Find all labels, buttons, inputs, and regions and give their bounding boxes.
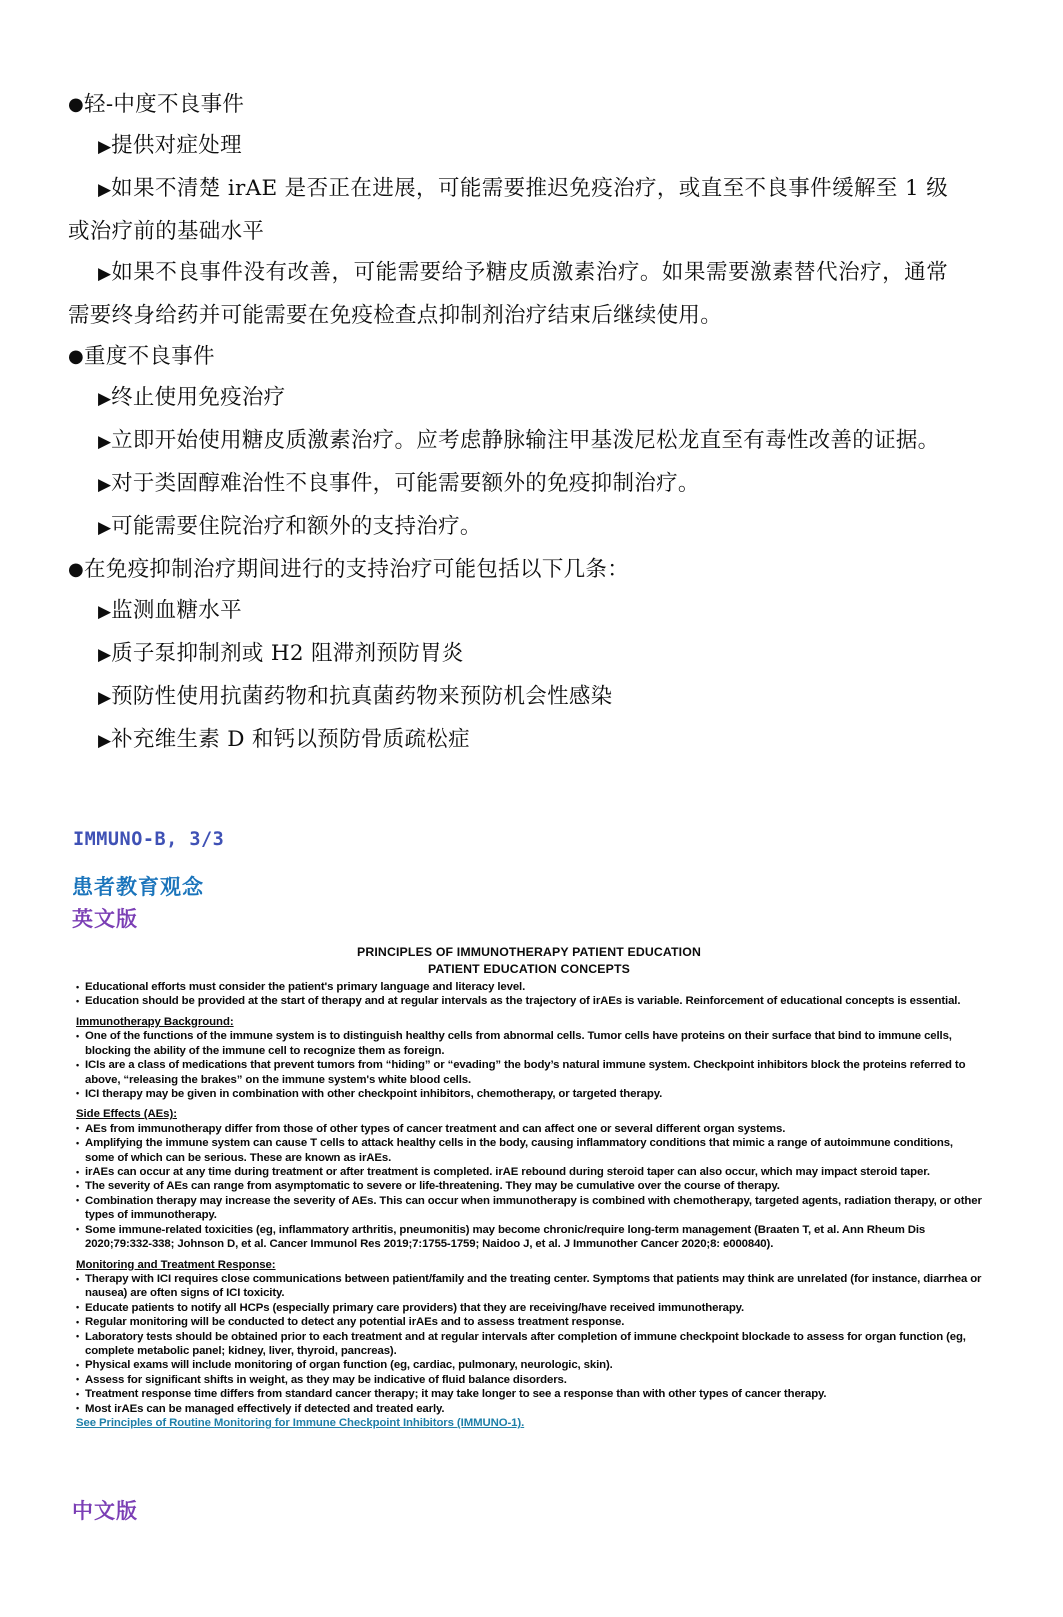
document-bullet: • Education should be provided at the start of therapy and at regular intervals as the trajectory of irAEs is variable. Reinforcement of educational concepts is essential. — [76, 994, 982, 1008]
topic-heading-chinese: 患者教育观念 — [72, 875, 204, 899]
document-bullet: • One of the functions of the immune system is to distinguish healthy cells from abnormal cells. Tumor cells have proteins on their surface that bind to immune cells, blocking the ability of the immune cell to recognize them as foreign. — [76, 1029, 982, 1058]
immuno-1-reference-link[interactable]: See Principles of Routine Monitoring for Immune Checkpoint Inhibitors (IMMUNO-1). — [76, 1417, 525, 1430]
document-bullet: • Regular monitoring will be conducted to detect any potential irAEs and to assess treatment response. — [76, 1315, 982, 1329]
outline-item — [68, 506, 948, 549]
document-bullet: • AEs from immunotherapy differ from those of other types of cancer treatment and can affect one or several different organ systems. — [76, 1122, 982, 1136]
outline-item-text: 如果不良事件没有改善，可能需要给予糖皮质激素治疗。如果需要激素替代治疗，通常需要终身给药并可能需要在免疫检查点抑制剂治疗结束后继续使用。 — [68, 260, 949, 328]
chinese-version-label: 中文版 — [72, 1499, 138, 1523]
document-bullet: • Amplifying the immune system can cause T cells to attack healthy cells in the body, causing inflammatory conditions that mimic a range of autoimmune conditions, some of which can be serious. These are known as irAEs. — [76, 1136, 982, 1165]
outline-item — [68, 252, 948, 336]
document-bullet: • Educational efforts must consider the patient's primary language and literacy level. — [76, 980, 982, 994]
triangle-bullet-icon: ▶ — [98, 645, 112, 665]
disc-bullet-icon: ● — [68, 94, 85, 115]
outline-item-text: 预防性使用抗菌药物和抗真菌药物来预防机会性感染 — [111, 684, 613, 709]
chinese-outline-section — [68, 84, 948, 762]
outline-item — [68, 719, 948, 762]
document-bullet: • Most irAEs can be managed effectively if detected and treated early. — [76, 1402, 982, 1416]
outline-item — [68, 84, 948, 125]
english-version-label: 英文版 — [72, 907, 138, 931]
triangle-bullet-icon: ▶ — [98, 264, 112, 284]
outline-item-text: 补充维生素 D 和钙以预防骨质疏松症 — [111, 727, 470, 752]
document-bullet: • Therapy with ICI requires close communications between patient/family and the treating center. Symptoms that patients may think are unrelated (for instance, diarrhea or nausea) are often signs of ICI toxicity. — [76, 1272, 982, 1301]
outline-item-text: 提供对症处理 — [111, 133, 242, 158]
document-subtitle: PATIENT EDUCATION CONCEPTS — [427, 961, 631, 976]
outline-item — [68, 549, 948, 590]
outline-item — [68, 168, 948, 252]
disc-bullet-icon: ● — [68, 559, 85, 580]
disc-bullet-icon: ● — [68, 346, 85, 367]
triangle-bullet-icon: ▶ — [98, 389, 112, 409]
immuno-b-page-code: IMMUNO-B, 3/3 — [73, 829, 225, 850]
intro-bullet-list — [76, 980, 982, 1009]
outline-item-text: 终止使用免疫治疗 — [111, 385, 286, 410]
outline-item — [68, 590, 948, 633]
outline-item-text: 如果不清楚 irAE 是否正在进展，可能需要推迟免疫治疗，或直至不良事件缓解至 1 级或治疗前的基础水平 — [68, 176, 948, 244]
document-bullet: • The severity of AEs can range from asymptomatic to severe or life-threatening. They may be cumulative over the course of therapy. — [76, 1179, 982, 1193]
triangle-bullet-icon: ▶ — [98, 602, 112, 622]
outline-item — [68, 633, 948, 676]
document-bullet: • Some immune-related toxicities (eg, inflammatory arthritis, pneumonitis) may become chronic/require long-term management (Braaten T, et al. Ann Rheum Dis 2020;79:332-338; Johnson D, et al. Cancer Immunol Res 2019;7:1755-1759; Naidoo J, et al. J Immunother Cancer 2020;8: e000840). — [76, 1223, 982, 1252]
outline-item-text: 对于类固醇难治性不良事件，可能需要额外的免疫抑制治疗。 — [111, 471, 700, 496]
document-title: PRINCIPLES OF IMMUNOTHERAPY PATIENT EDUCATION — [356, 945, 701, 959]
document-section-heading: Monitoring and Treatment Response: — [76, 1258, 276, 1271]
outline-item — [68, 377, 948, 420]
document-bullet: • Laboratory tests should be obtained prior to each treatment and at regular intervals after completion of immune checkpoint blockade to assess for organ function (eg, complete metabolic panel; kidney, liver, thyroid, pancreas). — [76, 1330, 982, 1359]
document-bullet: • Combination therapy may increase the severity of AEs. This can occur when immunotherapy is combined with chemotherapy, targeted agents, radiation therapy, or other types of immunotherapy. — [76, 1194, 982, 1223]
outline-item — [68, 336, 948, 377]
triangle-bullet-icon: ▶ — [98, 180, 112, 200]
outline-item — [68, 676, 948, 719]
document-bullet: • Assess for significant shifts in weight, as they may be indicative of fluid balance disorders. — [76, 1373, 982, 1387]
outline-item — [68, 463, 948, 506]
document-bullet: • Treatment response time differs from standard cancer therapy; it may take longer to see a response than with other types of cancer therapy. — [76, 1387, 982, 1401]
document-bullet: • irAEs can occur at any time during treatment or after treatment is completed. irAE rebound during steroid taper can also occur, which may impact steroid taper. — [76, 1165, 982, 1179]
outline-item-text: 立即开始使用糖皮质激素治疗。应考虑静脉输注甲基泼尼松龙直至有毒性改善的证据。 — [111, 428, 940, 453]
document-section-heading: Side Effects (AEs): — [76, 1108, 177, 1121]
document-sections — [76, 1015, 982, 1416]
document-bullet-list — [76, 1029, 982, 1101]
document-bullet: • ICIs are a class of medications that prevent tumors from “hiding” or “evading” the body’s natural immune system. Checkpoint inhibitors block the proteins referred to above, “releasing the brakes” on the immune system's white blood cells. — [76, 1058, 982, 1087]
document-bullet-list — [76, 1122, 982, 1252]
outline-item-text: 重度不良事件 — [84, 344, 215, 369]
embedded-nccn-document — [76, 944, 982, 1431]
outline-item-text: 轻-中度不良事件 — [84, 92, 245, 117]
triangle-bullet-icon: ▶ — [98, 688, 112, 708]
outline-item — [68, 125, 948, 168]
document-bullet: • Physical exams will include monitoring of organ function (eg, cardiac, pulmonary, neurologic, skin). — [76, 1358, 982, 1372]
document-bullet: • ICI therapy may be given in combination with other checkpoint inhibitors, chemotherapy, or targeted therapy. — [76, 1087, 982, 1101]
triangle-bullet-icon: ▶ — [98, 731, 112, 751]
outline-item-text: 可能需要住院治疗和额外的支持治疗。 — [111, 514, 482, 539]
outline-item-text: 质子泵抑制剂或 H2 阻滞剂预防胃炎 — [111, 641, 464, 666]
triangle-bullet-icon: ▶ — [98, 137, 112, 157]
outline-item-text: 监测血糖水平 — [111, 598, 242, 623]
document-bullet-list — [76, 1272, 982, 1416]
outline-item — [68, 420, 948, 463]
outline-item-text: 在免疫抑制治疗期间进行的支持治疗可能包括以下几条： — [84, 557, 630, 582]
document-bullet: • Educate patients to notify all HCPs (especially primary care providers) that they are receiving/have received immunotherapy. — [76, 1301, 982, 1315]
triangle-bullet-icon: ▶ — [98, 432, 112, 452]
triangle-bullet-icon: ▶ — [98, 475, 112, 495]
triangle-bullet-icon: ▶ — [98, 518, 112, 538]
document-section-heading: Immunotherapy Background: — [76, 1015, 234, 1028]
